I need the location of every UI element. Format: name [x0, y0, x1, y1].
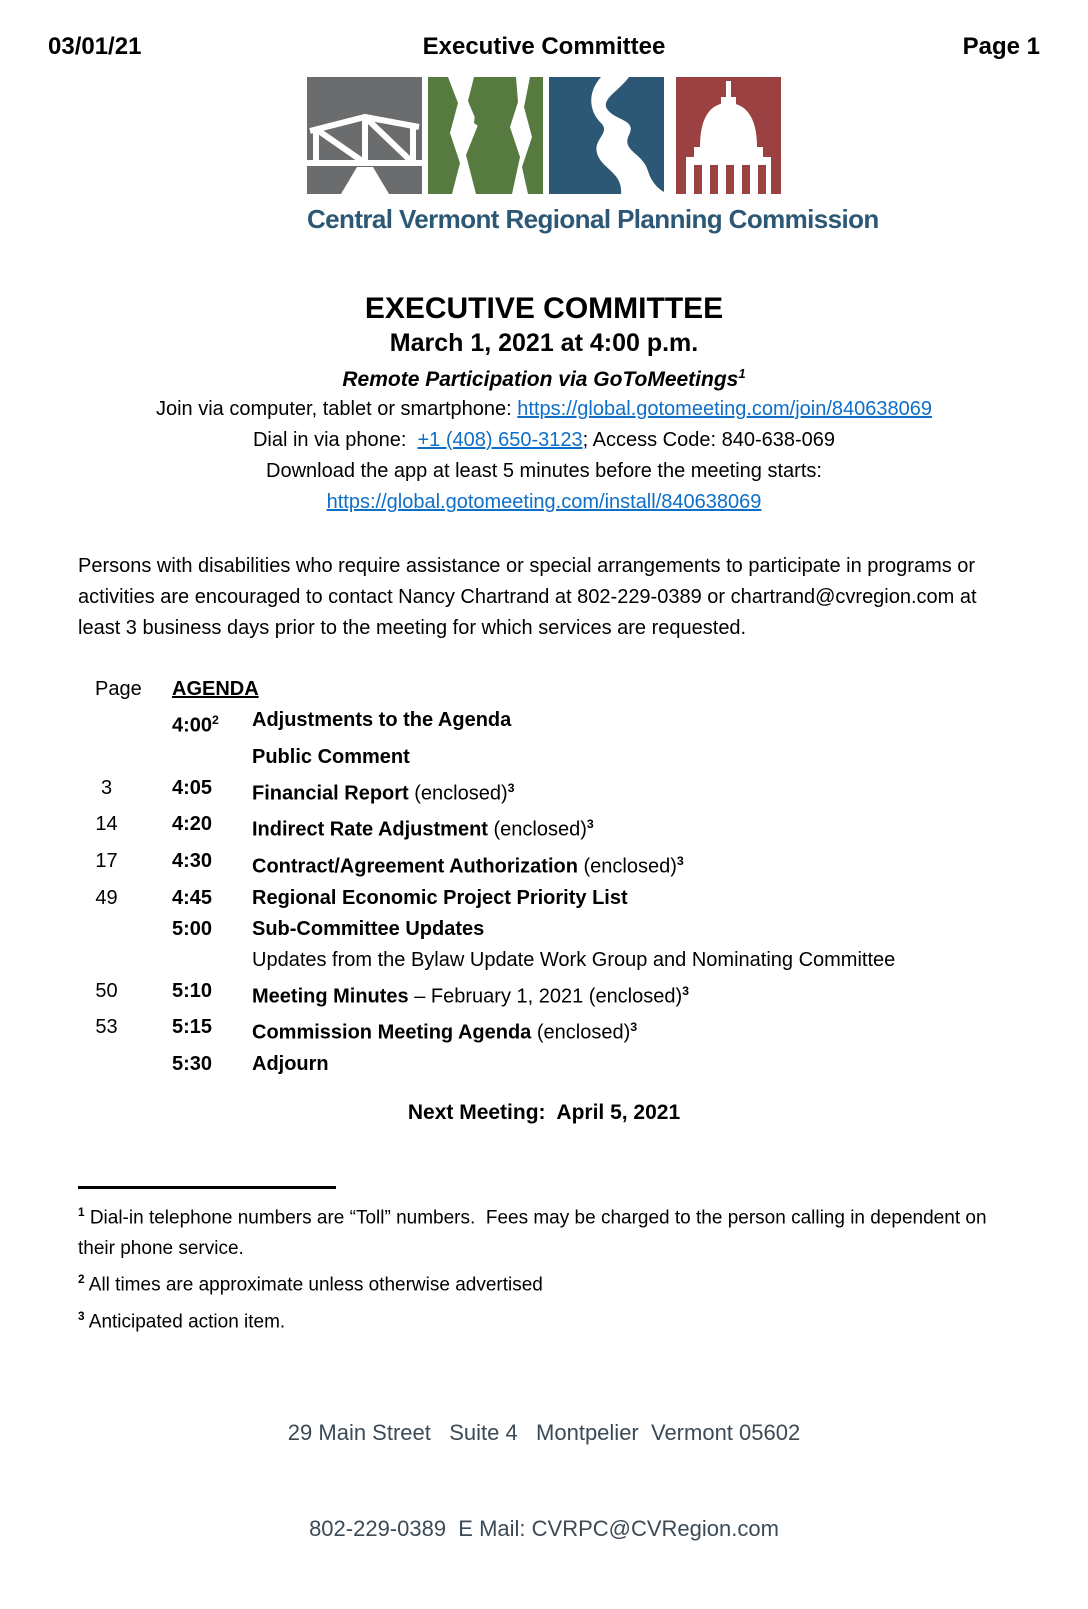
agenda-item-label: Indirect Rate Adjustment (enclosed)$^3$ [252, 817, 594, 841]
agenda-page-number [78, 914, 135, 945]
install-line [78, 487, 1010, 518]
agenda-time: 5:10 [172, 979, 213, 1002]
agenda-item-label: Financial Report (enclosed)$^3$ [252, 780, 515, 805]
agenda-row [78, 705, 1010, 742]
agenda-time [135, 945, 252, 976]
agenda-time: 5:30 [172, 1052, 213, 1075]
dial-line: Dial in via phone: +1 (408) 650-3123; Access Code: 840-638-069 [252, 429, 836, 451]
agenda-page-number: 17 [95, 849, 118, 872]
agenda-row [78, 1049, 1010, 1080]
agenda-page-number: 3 [100, 776, 113, 799]
agenda-item-label: Adjustments to the Agenda [252, 709, 512, 731]
agenda-item-label: Adjourn [252, 1052, 329, 1075]
agenda-row [78, 945, 1010, 976]
download-note: Download the app at least 5 minutes before the meeting starts: [266, 460, 822, 482]
agenda-rows [78, 705, 1010, 1080]
capitol-dome-icon [676, 77, 781, 194]
agenda-row [78, 914, 1010, 945]
org-name: Central Vermont Regional Planning Commission [307, 204, 879, 234]
agenda-time: 4:30 [172, 849, 213, 872]
footnotes [78, 1197, 1010, 1337]
footnote: $^2$ All times are approximate unless otherwise advertised [78, 1273, 543, 1296]
agenda-page-number: 49 [95, 886, 118, 909]
running-header [0, 0, 1088, 61]
agenda-time: 5:00 [172, 917, 213, 940]
agenda-page-number [78, 742, 135, 773]
agenda-item-label: Commission Meeting Agenda (enclosed)$^3$ [252, 1020, 638, 1044]
footnote-separator [78, 1186, 336, 1189]
footnote: $^1$ Dial-in telephone numbers are “Toll” numbers. Fees may be charged to the person calling in dependent on their phone service. [78, 1205, 992, 1260]
next-meeting: Next Meeting: April 5, 2021 [407, 1100, 681, 1124]
agenda-page-number [78, 1049, 135, 1080]
page-footer [78, 1353, 1010, 1609]
vermont-state-icon [428, 77, 543, 194]
agenda-page-number: 53 [95, 1016, 118, 1039]
agenda-item-label: Public Comment [252, 745, 410, 768]
install-app-link[interactable]: https://global.gotomeeting.com/install/840638069 [326, 491, 762, 513]
agenda-item-label: Contract/Agreement Authorization (enclosed)$^3$ [252, 853, 684, 878]
agenda-row [78, 773, 1010, 810]
agenda-time: 4:05 [172, 776, 213, 799]
agenda-page-col-header: Page [95, 678, 142, 700]
agenda-page-number: 14 [95, 813, 118, 836]
agenda-page-number [78, 945, 135, 976]
agenda-row [78, 809, 1010, 846]
dial-in-phone-link[interactable]: +1 (408) 650-3123 [417, 429, 583, 451]
join-meeting-link[interactable]: https://global.gotomeeting.com/join/840638069 [517, 398, 933, 420]
agenda-item-label: Sub-Committee Updates [252, 917, 485, 940]
river-road-icon [549, 77, 664, 194]
agenda-time: 4:45 [172, 886, 213, 909]
footer-contact: 802-229-0389 E Mail: CVRPC@CVRegion.com [309, 1515, 779, 1541]
agenda-row [78, 883, 1010, 914]
agenda-col-header: AGENDA [172, 678, 259, 700]
agenda-time: $4:00^2$ [172, 713, 219, 737]
agenda-page-number: 50 [95, 979, 118, 1002]
agenda-time [135, 742, 252, 773]
agenda-item-label: Regional Economic Project Priority List [252, 886, 628, 909]
agenda-row [78, 1012, 1010, 1049]
agenda-row [78, 742, 1010, 773]
agenda-header-row [78, 674, 1010, 705]
meeting-datetime: March 1, 2021 at 4:00 p.m. [389, 329, 699, 357]
header-committee-title: Executive Committee [422, 33, 666, 60]
bridge-icon [307, 77, 422, 194]
header-page-number: Page 1 [962, 33, 1040, 60]
agenda-row [78, 846, 1010, 883]
remote-participation-note: Remote Participation via GoToMeetings$^1$ [342, 366, 746, 391]
agenda-item-label: Meeting Minutes – February 1, 2021 (enclosed)$^3$ [252, 983, 690, 1008]
footer-address: 29 Main Street Suite 4 Montpelier Vermont 05602 [287, 1419, 801, 1445]
agenda-page-number [78, 705, 135, 742]
agenda-time: 4:20 [172, 813, 213, 836]
cvrpc-logo-graphic [307, 77, 781, 194]
agenda-time: 5:15 [172, 1016, 213, 1039]
agenda-item-label: Updates from the Bylaw Update Work Group and Nominating Committee [252, 948, 896, 971]
header-date: 03/01/21 [48, 33, 142, 60]
accessibility-notice: Persons with disabilities who require assistance or special arrangements to participate in programs or activities are encouraged to contact Nancy Chartrand at 802-229-0389 or chartrand@cvregion.com at least 3 business days prior to the meeting for which services are requested. [78, 555, 977, 639]
footnote: $^3$ Anticipated action item. [78, 1309, 286, 1332]
cvrpc-logo [0, 77, 1088, 235]
agenda-section [78, 674, 1010, 1080]
agenda-row [78, 976, 1010, 1013]
join-line: Join via computer, tablet or smartphone: https://global.gotomeeting.com/join/840638069 [155, 398, 933, 420]
meeting-title: EXECUTIVE COMMITTEE [364, 292, 724, 325]
